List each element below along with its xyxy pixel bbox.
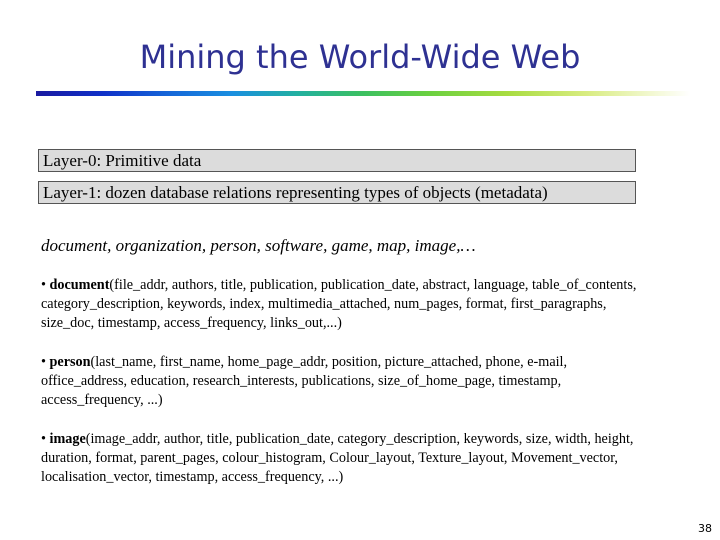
title-gradient-rule [36,91,690,96]
relation-attributes: (last_name, first_name, home_page_addr, position, picture_attached, phone, e-mail, office_address, education, research_interests, publications, size_of_home_page, timestamp, access_frequency, ...) [41,354,568,408]
layer-1-box: Layer-1: dozen database relations representing types of objects (metadata) [38,181,636,204]
relation-attributes: (image_addr, author, title, publication_date, category_description, keywords, size, width, height, duration, format, parent_pages, colour_histogram, Colour_layout, Texture_layout, Movement_vector, localisation_vector, timestamp, access_frequency, ...) [41,431,634,485]
relation-attributes: (file_addr, authors, title, publication, publication_date, abstract, language, table_of_contents, category_description, keywords, index, multimedia_attached, num_pages, format, first_paragraphs, size_doc, timestamp, access_frequency, links_out,...) [41,277,637,331]
page-number: 38 [698,522,712,535]
object-types-list: document, organization, person, software, game, map, image,… [41,236,476,255]
relation-name: image [49,431,86,447]
bullet: • [41,354,46,370]
layer-0-box: Layer-0: Primitive data [38,149,636,172]
slide-title: Mining the World-Wide Web [139,38,581,76]
person-relation [41,353,651,410]
bullet: • [41,431,46,447]
document-relation [41,276,651,333]
image-relation [41,430,651,487]
relation-name: document [49,277,110,293]
relation-name: person [49,354,91,370]
bullet: • [41,277,46,293]
